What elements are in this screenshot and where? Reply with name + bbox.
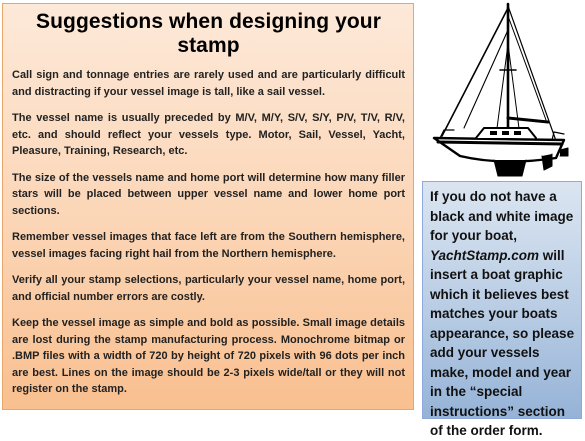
paragraph-verify: Verify all your stamp selections, particularly your vessel name, home port, and official number errors are costly. bbox=[12, 274, 405, 303]
paragraph-filler-stars: The size of the vessels name and home port will determine how many filler stars will be placed between upper vessel name and lower home port sections. bbox=[12, 171, 405, 217]
note-text bbox=[430, 187, 575, 441]
site-name: YachtStamp.com bbox=[430, 247, 540, 263]
note-text-start: If you do not have a black and white image for your boat, bbox=[430, 189, 574, 243]
paragraph-image-specs: Keep the vessel image as simple and bold as possible. Small image details are lost during the stamp manufacturing process. Monochrome bitmap or .BMP files with a width of 720 by height of 720 pixels with 96 dots per inch are best. Lines on the image should be 2-3 pixels wide/tall or they will not register on the stamp. bbox=[12, 317, 405, 395]
paragraph-vessel-name: The vessel name is usually preceded by M/V, M/Y, S/V, S/Y, P/V, T/V, R/V, etc. and should reflect your vessels type. Motor, Sail, Vessel, Yacht, Pleasure, Training, Research, etc. bbox=[12, 112, 405, 157]
paragraph-hemisphere: Remember vessel images that face left are from the Southern hemisphere, vessel images facing right hail from the Northern hemisphere. bbox=[12, 231, 405, 260]
sailboat-icon bbox=[424, 0, 574, 178]
page-title: Suggestions when designing your stamp bbox=[36, 10, 381, 57]
boat-graphic-note bbox=[422, 181, 582, 438]
paragraph-call-sign: Call sign and tonnage entries are rarely used and are particularly difficult and distracting if your vessel image is tall, like a sail vessel. bbox=[12, 69, 405, 98]
note-text-end: will insert a boat graphic which it believes best matches your boats appearance, so please add your vessels make, model and year in the “special instructions” section of the order form. bbox=[430, 247, 575, 438]
suggestions-panel bbox=[2, 3, 414, 410]
